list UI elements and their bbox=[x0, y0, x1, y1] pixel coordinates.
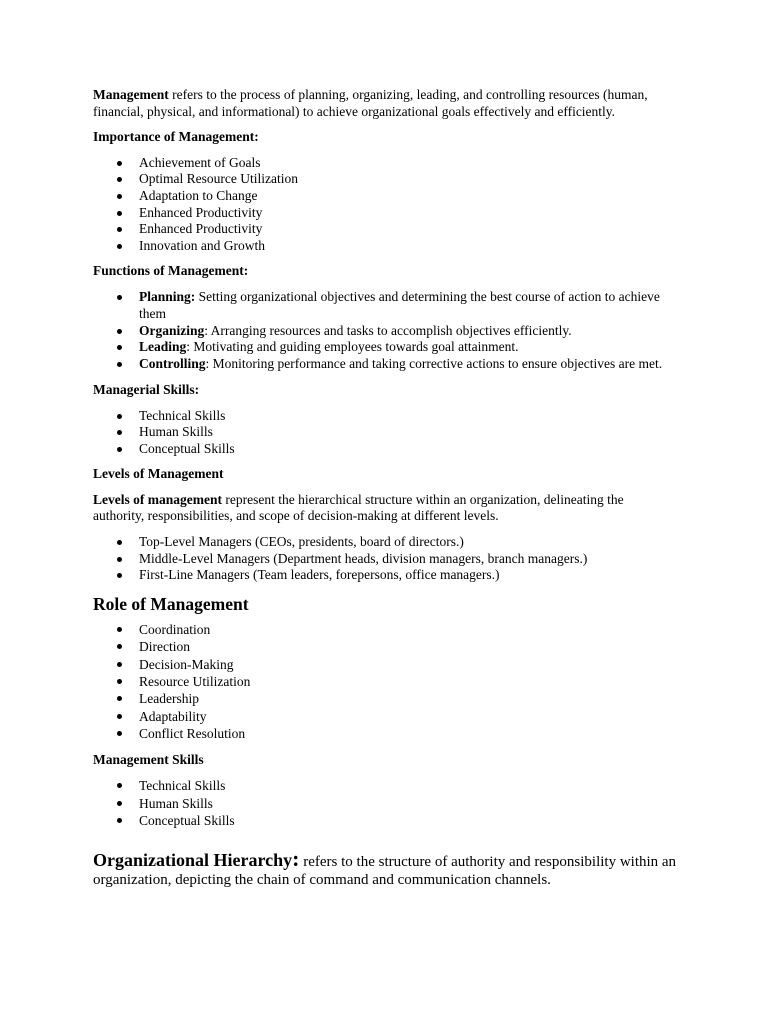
function-term: Leading bbox=[139, 339, 187, 355]
org-hierarchy-colon: : bbox=[292, 845, 300, 871]
levels-text: represent the hierarchical structure within an organization, delineating the authority, responsibilities, and scope of decision-making at different levels. bbox=[93, 491, 624, 524]
functions-heading: Functions of Management: bbox=[93, 263, 249, 279]
function-text: : Motivating and guiding employees towards goal attainment. bbox=[186, 339, 519, 355]
list-item bbox=[139, 289, 678, 323]
list-item: Direction bbox=[139, 638, 678, 655]
management-skills-list bbox=[93, 777, 678, 829]
list-item: Adaptation to Change bbox=[139, 188, 678, 205]
levels-list bbox=[93, 534, 678, 584]
org-hierarchy-title: Organizational Hierarchy bbox=[93, 849, 293, 870]
list-item: Middle-Level Managers (Department heads, division managers, branch managers.) bbox=[139, 551, 678, 568]
org-hierarchy-paragraph bbox=[93, 845, 678, 889]
list-item: Top-Level Managers (CEOs, presidents, board of directors.) bbox=[139, 534, 678, 551]
levels-paragraph bbox=[93, 492, 678, 525]
list-item: Leadership bbox=[139, 690, 678, 707]
management-skills-heading: Management Skills bbox=[93, 751, 204, 767]
list-item bbox=[139, 356, 678, 373]
list-item: Coordination bbox=[139, 621, 678, 638]
list-item: Decision-Making bbox=[139, 656, 678, 673]
list-item bbox=[139, 323, 678, 340]
levels-term: Levels of management bbox=[93, 491, 222, 507]
list-item: Conceptual Skills bbox=[139, 812, 678, 829]
intro-text: refers to the process of planning, organizing, leading, and controlling resources (human, financial, physical, and informational) to achieve organizational goals effectively and efficiently. bbox=[93, 87, 648, 119]
list-item: Human Skills bbox=[139, 424, 678, 441]
managerial-skills-heading: Managerial Skills: bbox=[93, 381, 200, 397]
list-item: Technical Skills bbox=[139, 777, 678, 794]
list-item: Conflict Resolution bbox=[139, 725, 678, 742]
list-item: Human Skills bbox=[139, 795, 678, 812]
role-heading: Role of Management bbox=[93, 593, 249, 614]
list-item: Enhanced Productivity bbox=[139, 205, 678, 222]
document-page bbox=[93, 87, 678, 889]
list-item: Achievement of Goals bbox=[139, 155, 678, 172]
list-item: Technical Skills bbox=[139, 408, 678, 425]
org-hierarchy-text: refers to the structure of authority and responsibility within an organization, depicting the chain of command and communication channels. bbox=[93, 853, 677, 888]
function-text: : Arranging resources and tasks to accomplish objectives efficiently. bbox=[204, 322, 572, 338]
function-term: Controlling bbox=[139, 356, 206, 372]
importance-heading: Importance of Management: bbox=[93, 129, 259, 145]
function-text: : Monitoring performance and taking corrective actions to ensure objectives are met. bbox=[205, 356, 663, 372]
function-term: Planning: bbox=[139, 288, 196, 304]
intro-paragraph bbox=[93, 87, 678, 120]
function-text: Setting organizational objectives and determining the best course of action to achieve them bbox=[139, 288, 660, 321]
list-item: Resource Utilization bbox=[139, 673, 678, 690]
importance-list bbox=[93, 155, 678, 255]
function-term: Organizing bbox=[139, 322, 205, 338]
list-item: Enhanced Productivity bbox=[139, 221, 678, 238]
list-item: Adaptability bbox=[139, 708, 678, 725]
managerial-skills-list bbox=[93, 408, 678, 458]
levels-heading: Levels of Management bbox=[93, 466, 224, 482]
list-item: Conceptual Skills bbox=[139, 441, 678, 458]
list-item bbox=[139, 339, 678, 356]
functions-list bbox=[93, 289, 678, 373]
intro-term: Management bbox=[93, 87, 169, 102]
list-item: Optimal Resource Utilization bbox=[139, 171, 678, 188]
list-item: First-Line Managers (Team leaders, forepersons, office managers.) bbox=[139, 567, 678, 584]
list-item: Innovation and Growth bbox=[139, 238, 678, 255]
role-list bbox=[93, 621, 678, 743]
